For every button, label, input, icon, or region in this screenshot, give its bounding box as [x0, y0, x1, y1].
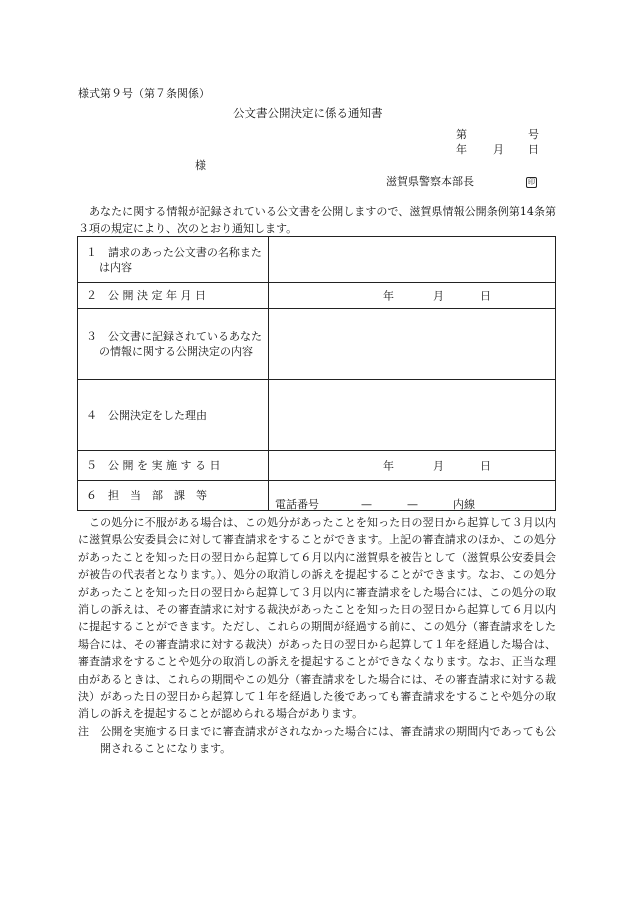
form-number: 様式第９号（第７条関係）	[78, 87, 210, 100]
intro-paragraph: あなたに関する情報が記録されている公文書を公開しますので、滋賀県情報公開条例第14条第３項の規定により、次のとおり通知します。	[78, 205, 556, 235]
row-value-decision-content	[269, 309, 556, 380]
row-value-disclosure-date	[269, 451, 556, 481]
notice-table	[77, 236, 556, 511]
addressee-suffix: 様	[195, 159, 206, 172]
footnote: 注 公開を実施する日までに審査請求がされなかった場合には、審査請求の期間内であっても公開されることになります。	[78, 724, 556, 756]
row-value-decision-date	[269, 283, 556, 309]
disclosure-month: 月	[433, 459, 444, 472]
row-label-decision-content: ３ 公文書に記録されているあなたの情報に関する公開決定の内容	[78, 309, 269, 380]
row-value-department	[269, 481, 556, 511]
disclosure-year: 年	[383, 459, 394, 472]
row-value-requested-document	[269, 237, 556, 283]
row-label-disclosure-date: ５ 公 開 を 実 施 す る 日	[78, 451, 269, 481]
decision-day: 日	[480, 289, 491, 302]
row-label-requested-document: １ 請求のあった公文書の名称または内容	[78, 237, 269, 283]
date-month-label: 月	[493, 143, 504, 156]
decision-month: 月	[433, 289, 444, 302]
table-row	[78, 380, 556, 451]
row-label-department: ６ 担 当 部 課 等	[78, 481, 269, 511]
row-label-decision-date: ２ 公 開 決 定 年 月 日	[78, 283, 269, 309]
seal-icon: 印	[528, 177, 535, 186]
document-title: 公文書公開決定に係る通知書	[233, 106, 383, 120]
phone-dash-2: —	[407, 498, 418, 511]
extension-label: 内線	[453, 498, 475, 511]
phone-dash-1: —	[361, 498, 372, 511]
appeal-notice-text: この処分に不服がある場合は、この処分があったことを知った日の翌日から起算して３月以内に滋賀県公安委員会に対して審査請求をすることができます。上記の審査請求のほか、この処分があったことを知った日の翌日から起算して６月以内に滋賀県を被告として（滋賀県公安委員会が被告の代表者となります。）、処分の取消しの訴えを提起することができます。なお、この処分があったことを知った日の翌日から起算して３月以内に審査請求をした場合には、この処分の取消しの訴えは、その審査請求に対する裁決があったことを知った日の翌日から起算して６月以内に提起することができます。ただし、これらの期間が経過する前に、この処分（審査請求をした場合には、その審査請求に対する裁決）があった日の翌日から起算して１年を経過した場合は、審査請求をすることや処分の取消しの訴えを提起することができなくなります。なお、正当な理由があるときは、これらの期間やこの処分（審査請求をした場合には、その審査請求に対する裁決）があった日の翌日から起算して１年を経過した後であっても審査請求をすることや処分の取消しの訴えを提起することが認められる場合があります。	[78, 516, 556, 721]
date-year-label: 年	[456, 143, 467, 156]
decision-year: 年	[383, 289, 394, 302]
seal-mark	[526, 175, 537, 189]
phone-label: 電話番号	[275, 498, 319, 511]
table-row	[78, 481, 556, 511]
number-suffix: 号	[528, 128, 539, 141]
table-row	[78, 309, 556, 380]
disclosure-day: 日	[480, 459, 491, 472]
table-row	[78, 283, 556, 309]
row-value-decision-reason	[269, 380, 556, 451]
number-prefix: 第	[456, 128, 467, 141]
date-day-label: 日	[528, 143, 539, 156]
table-row	[78, 237, 556, 283]
appeal-notice	[78, 514, 556, 758]
row-label-decision-reason: ４ 公開決定をした理由	[78, 380, 269, 451]
issuer-name: 滋賀県警察本部長	[386, 175, 474, 188]
table-row	[78, 451, 556, 481]
